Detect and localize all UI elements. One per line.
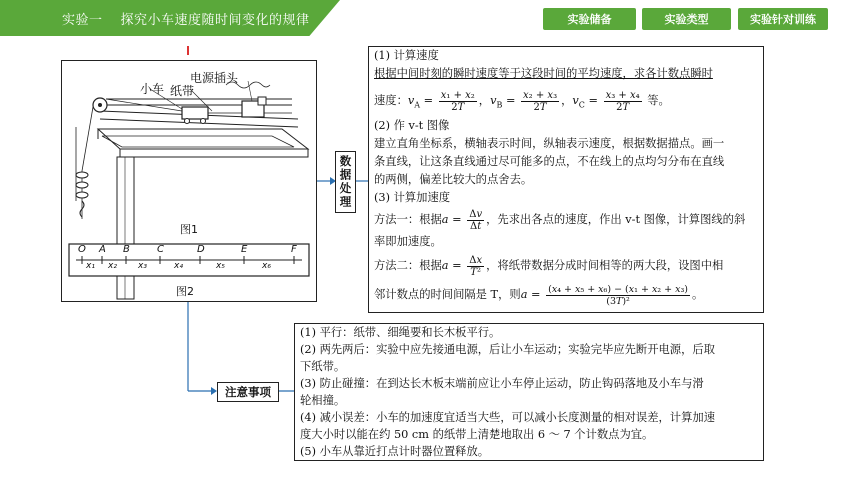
tape-segment-label: x₆ bbox=[262, 261, 271, 271]
car-label: 小车 bbox=[140, 82, 165, 96]
notes-panel bbox=[294, 323, 764, 461]
plug-label: 电源插头 bbox=[190, 71, 239, 85]
method-one-line: 方法一：根据a = $\frac{\Delta v}{\Delta t}$ ，先求出各点的速度，作出 v-t 图像，计算图线的斜 bbox=[374, 208, 746, 232]
note-line: (3) 防止碰撞：在到达长木板末端前应让小车停止运动，防止钩码落地及小车与滑 bbox=[300, 377, 704, 390]
tape-point-label: F bbox=[291, 244, 297, 255]
notes-label bbox=[217, 382, 279, 402]
data-processing-label-text: 数据处理 bbox=[338, 155, 353, 209]
note-line: (4) 减小误差：小车的加速度宜适当大些，可以减小长度测量的相对误差，计算加速 bbox=[300, 411, 715, 424]
fraction: $\frac{\text{x₁ + x₂}}{2T}$ bbox=[440, 89, 475, 113]
text-fragment: 速度： bbox=[374, 94, 408, 107]
note-line: 度大小时以能在约 50 cm 的纸带上清楚地取出 6 ～ 7 个计数点为宜。 bbox=[300, 428, 654, 441]
fraction: $\frac{\Delta x}{\text{T²}}$ bbox=[469, 254, 483, 278]
tape-label: 纸带 bbox=[170, 84, 195, 98]
tape-point-label: O bbox=[78, 244, 86, 255]
text-line: 率即加速度。 bbox=[374, 235, 442, 248]
tape-point-label: C bbox=[157, 244, 164, 255]
tab-targeted-training[interactable]: 实验针对训练 bbox=[738, 8, 828, 30]
text-fragment: 等。 bbox=[647, 94, 670, 107]
note-line: 轮相撞。 bbox=[300, 394, 346, 407]
tape-point-label: A bbox=[99, 244, 106, 255]
fraction: $\frac{\Delta v}{\Delta t}$ bbox=[469, 208, 483, 232]
tab-experiment-prep[interactable]: 实验储备 bbox=[543, 8, 636, 30]
tab-experiment-types[interactable]: 实验类型 bbox=[642, 8, 731, 30]
tape-segment-label: x₁ bbox=[86, 261, 95, 271]
fraction: $\frac{\text{x₃ + x₄}}{2T}$ bbox=[605, 89, 640, 113]
tape-point-label: D bbox=[197, 244, 205, 255]
tape-segment-label: x₂ bbox=[108, 261, 117, 271]
text-line: 的两侧，偏差比较大的点舍去。 bbox=[374, 173, 533, 186]
method-two-line: 方法二：根据a = $\frac{\Delta x}{\text{T²}}$ ，将纸带数据分成时间相等的两大段，设图中相 bbox=[374, 254, 724, 278]
note-line: 下纸带。 bbox=[300, 360, 346, 373]
title-label: 探究小车速度随时间变化的规律 bbox=[120, 13, 310, 28]
figure-1-caption: 图1 bbox=[180, 223, 198, 236]
text-fragment: 方法一：根据 bbox=[374, 213, 442, 226]
text-fragment: ，将纸带数据分成时间相等的两大段，设图中相 bbox=[486, 259, 724, 272]
fraction: $\frac{\text{x₂ + x₃}}{2T}$ bbox=[523, 89, 558, 113]
tape-segment-label: x₅ bbox=[216, 261, 225, 271]
section-label: 实验一 bbox=[62, 13, 103, 28]
acceleration-formula-line: 邻计数点的时间间隔是 T，则a = $\frac{\text{(x₄ + x₅ + x₆) − (x₁ + x₂ + x₃)}}{\text{(3T)²}}$ 。 bbox=[374, 283, 704, 307]
fraction: $\frac{\text{(x₄ + x₅ + x₆) − (x₁ + x₂ + x₃)}}{\text{(3T)²}}$ bbox=[548, 283, 688, 307]
text-line: 建立直角坐标系，横轴表示时间，纵轴表示速度，根据数据描点。画一 bbox=[374, 137, 725, 150]
heading-velocity: (1) 计算速度 bbox=[374, 49, 439, 62]
underlined-text: 根据中间时刻的瞬时速度等于这段时间的平均速度，求各计数点瞬时 bbox=[374, 67, 713, 80]
note-line: (2) 两先两后：实验中应先接通电源，后让小车运动；实验完毕应先断开电源，后取 bbox=[300, 343, 715, 356]
text-fragment: 邻计数点的时间间隔是 T，则 bbox=[374, 288, 521, 301]
data-processing-label bbox=[335, 151, 356, 213]
car-icon bbox=[182, 107, 208, 119]
note-line: (5) 小车从靠近打点计时器位置释放。 bbox=[300, 445, 490, 458]
text-line bbox=[374, 65, 713, 83]
tape-segment-label: x₃ bbox=[138, 261, 147, 271]
apparatus-figure bbox=[61, 60, 317, 302]
figure-2-caption: 图2 bbox=[176, 285, 194, 298]
notes-label-text: 注意事项 bbox=[225, 385, 271, 399]
velocity-formula-line: 速度：$v_A$ = $\frac{\text{x₁ + x₂}}{2T}$ ，$v_B$ = $\frac{\text{x₂ + x₃}}{2T}$ ，$v_C$ = $\frac{\text{x₃ + x₄}}{2T}$ 等。 bbox=[374, 89, 670, 113]
text-fragment: ，先求出各点的速度，作出 v-t 图像，计算图线的斜 bbox=[486, 213, 746, 226]
text-line: 条直线，让这条直线通过尽可能多的点，不在线上的点均匀分布在直线 bbox=[374, 155, 725, 168]
heading-acceleration: (3) 计算加速度 bbox=[374, 191, 451, 204]
note-line: (1) 平行：纸带、细绳要和长木板平行。 bbox=[300, 326, 501, 339]
heading-vt-graph: (2) 作 v-t 图像 bbox=[374, 119, 450, 132]
text-fragment: 方法二：根据 bbox=[374, 259, 442, 272]
tape-point-label: E bbox=[241, 244, 248, 255]
data-processing-panel bbox=[368, 46, 764, 313]
tape-segment-label: x₄ bbox=[174, 261, 183, 271]
tape-point-label: B bbox=[123, 244, 130, 255]
